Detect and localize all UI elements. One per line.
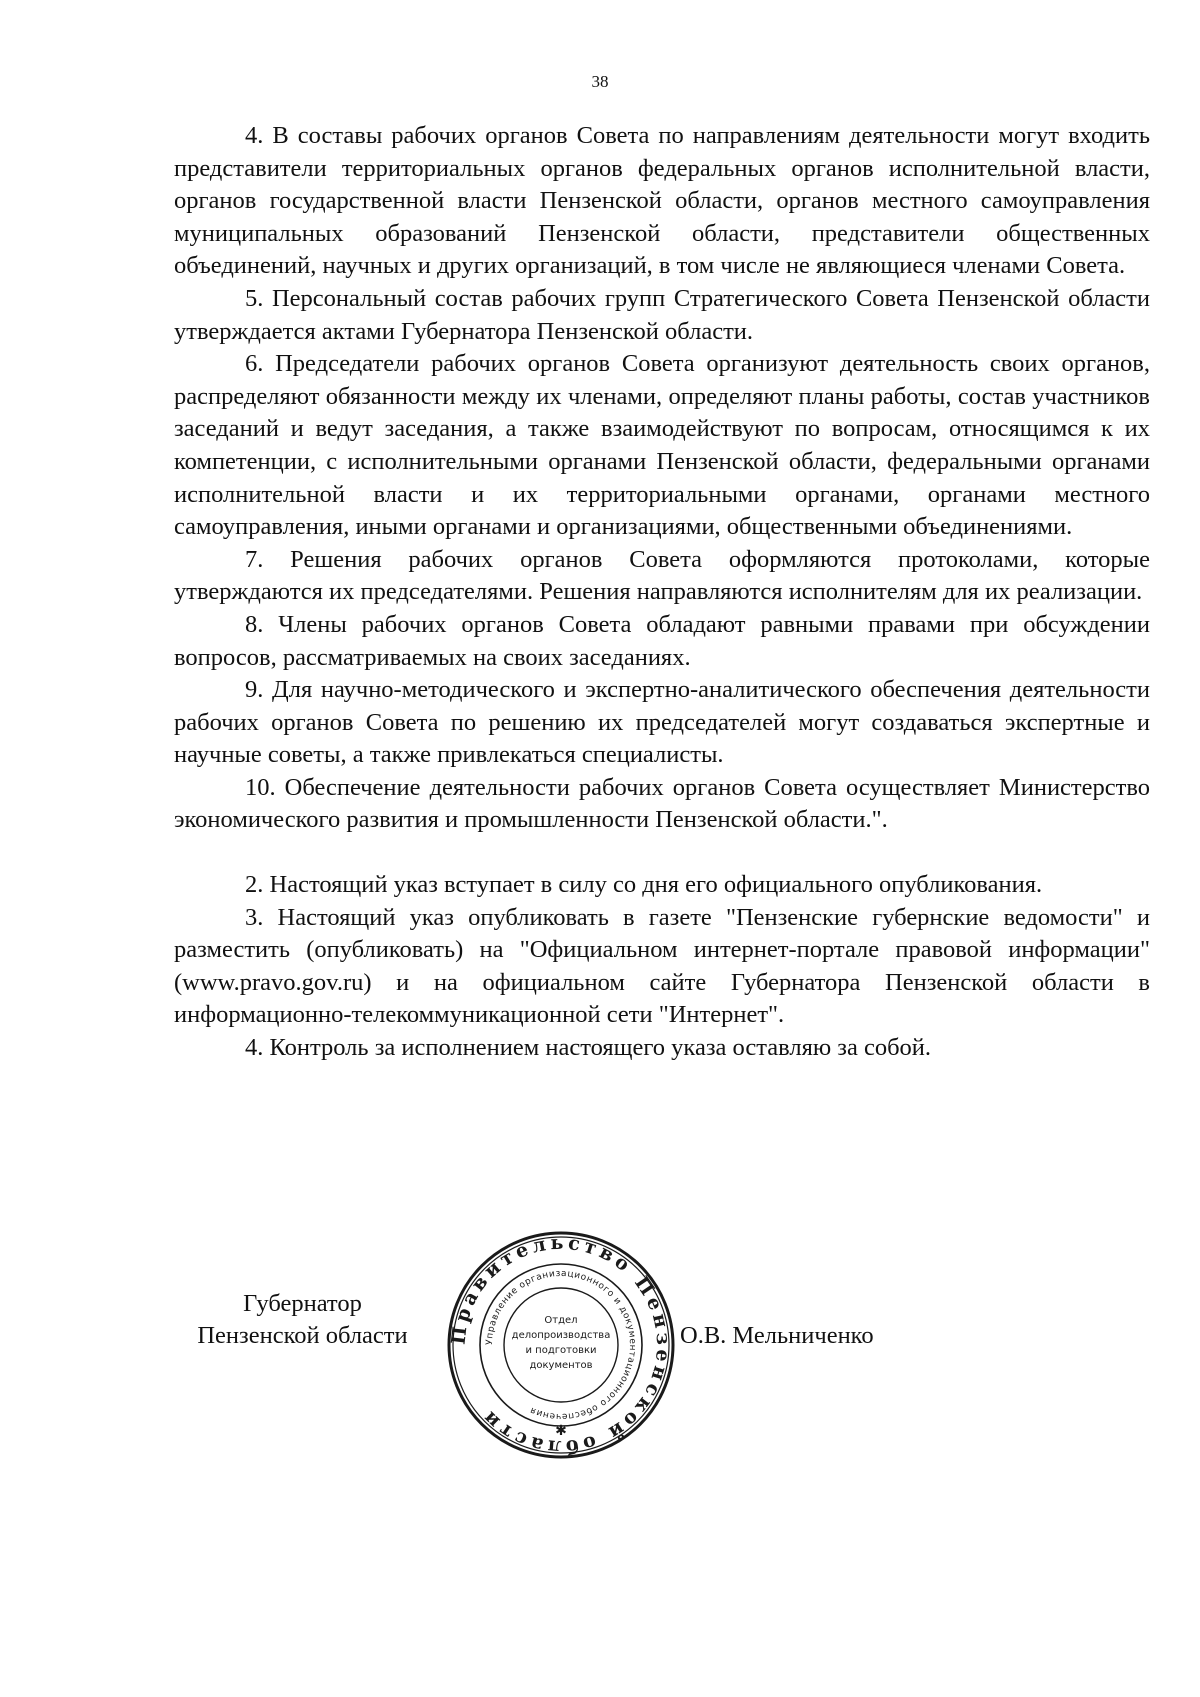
seal-center-line3: и подготовки bbox=[525, 1345, 597, 1356]
official-seal bbox=[446, 1230, 676, 1460]
provision-4: 4. Контроль за исполнением настоящего указа оставляю за собой. bbox=[245, 1034, 932, 1062]
paragraph-5: 5. Персональный состав рабочих групп Стратегического Совета Пензенской области утверждается актами Губернатора Пензенской области. bbox=[174, 284, 1150, 345]
signature-block bbox=[0, 1230, 1200, 1470]
paragraph-8: 8. Члены рабочих органов Совета обладают равными правами при обсуждении вопросов, рассматриваемых на своих заседаниях. bbox=[174, 610, 1150, 671]
signatory-title bbox=[170, 1288, 435, 1352]
paragraph-10: 10. Обеспечение деятельности рабочих органов Совета осуществляет Министерство экономического развития и промышленности Пензенской области.". bbox=[174, 773, 1150, 834]
paragraph-4: 4. В составы рабочих органов Совета по направлениям деятельности могут входить представители территориальных органов федеральных органов исполнительной власти, органов государственной власти Пензенской области, органов местного самоуправления муниципальных образований Пензенской области, представители общественных объединений, научных и других организаций, в том числе не являющиеся членами Совета. bbox=[174, 122, 1150, 280]
seal-inner-ring-text: Управление организационного и документационного обеспечения bbox=[484, 1268, 638, 1422]
signatory-name: О.В. Мельниченко bbox=[680, 1322, 874, 1349]
signatory-title-line1: Губернатор bbox=[243, 1290, 362, 1317]
signatory-title-line2: Пензенской области bbox=[197, 1322, 408, 1349]
seal-center-line1: Отдел bbox=[544, 1315, 578, 1326]
seal-outer-text: Правительство Пензенской области bbox=[447, 1231, 675, 1459]
paragraph-6: 6. Председатели рабочих органов Совета организуют деятельность своих органов, распределяют обязанности между их членами, определяют планы работы, состав участников заседаний и ведут заседания, а также взаимодействуют по вопросам, относящимся к их компетенции, с исполнительными органами Пензенской области, федеральными органами исполнительной власти и их территориальными органами, органами местного самоуправления, иными органами и организациями, общественными объединениями. bbox=[174, 350, 1150, 541]
seal-center-line4: документов bbox=[529, 1360, 593, 1371]
paragraph-7: 7. Решения рабочих органов Совета оформляются протоколами, которые утверждаются их председателями. Решения направляются исполнителям для их реализации. bbox=[174, 545, 1150, 606]
page-number: 38 bbox=[591, 72, 609, 91]
seal-star-icon: ✱ bbox=[555, 1423, 567, 1439]
provision-2: 2. Настоящий указ вступает в силу со дня его официального опубликования. bbox=[245, 871, 1043, 899]
document-body bbox=[174, 120, 1150, 1065]
section-spacer bbox=[174, 837, 1150, 869]
paragraph-9: 9. Для научно-методического и экспертно-аналитического обеспечения деятельности рабочих органов Совета по решению их председателей могут создаваться экспертные и научные советы, а также привлекаться специалисты. bbox=[174, 676, 1150, 769]
provision-3: 3. Настоящий указ опубликовать в газете "Пензенские губернские ведомости" и разместить (опубликовать) на "Официальном интернет-портале правовой информации" (www.pravo.gov.ru) и на официальном сайте Губернатора Пензенской области в информационно-телекоммуникационной сети "Интернет". bbox=[174, 903, 1150, 1029]
seal-center-line2: делопроизводства bbox=[511, 1330, 611, 1341]
